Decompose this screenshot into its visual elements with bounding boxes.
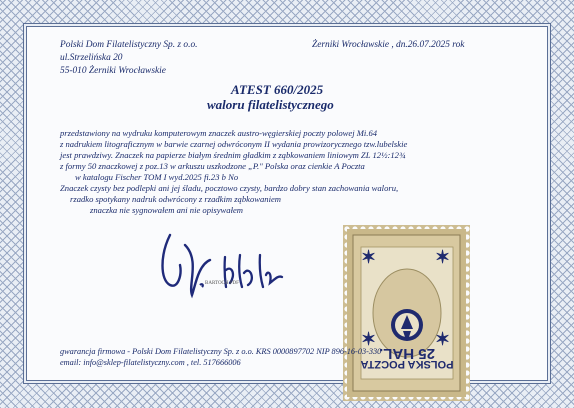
- place-date: Żerniki Wrocławskie , dn.26.07.2025 rok: [312, 40, 465, 50]
- svg-text:✶: ✶: [435, 329, 451, 349]
- body-line-3: jest prawdziwy. Znaczek na papierze białym średnim gładkim z ząbkowaniem liniowym ZL 12½:12¾: [60, 150, 406, 160]
- body-line-8: znaczka nie sygnowałem ani nie opisywałem: [90, 205, 243, 215]
- footer-guarantee: gwarancja firmowa - Polski Dom Filatelistyczny Sp. z o.o. KRS 0000897702 NIP 896-16-03-330: [60, 347, 382, 356]
- svg-text:✶: ✶: [361, 329, 377, 349]
- signature-stamp-text: BARTOCH PDF: [205, 281, 239, 286]
- body-line-2: z nadrukiem litograficznym w barwie czarnej odwróconym II wydania prowizorycznego tzw.lubelskie: [60, 139, 408, 149]
- company-name: Polski Dom Filatelistyczny Sp. z o.o.: [60, 40, 198, 50]
- footer-contact: email: info@sklep-filatelistyczny.com , tel. 517666006: [60, 358, 241, 367]
- body-line-6: Znaczek czysty bez podlepki ani jej śladu, pocztowo czysty, bardzo dobry stan zachowania waloru,: [60, 183, 399, 193]
- company-city: 55-010 Żerniki Wrocławskie: [60, 66, 166, 76]
- certificate-subtitle: waloru filatelistycznego: [207, 97, 334, 112]
- stamp-overprint-text: POLSKA POCZTA: [360, 358, 454, 370]
- company-street: ul.Strzelińska 20: [60, 53, 123, 63]
- postage-stamp-image: [343, 225, 470, 401]
- certificate-title: ATEST 660/2025: [231, 82, 324, 97]
- body-line-7: rzadko spotykany nadruk odwrócony z rzadkim ząbkowaniem: [70, 194, 282, 204]
- body-line-1: przedstawiony na wydruku komputerowym znaczek austro-węgierskiej poczty polowej Mi.64: [60, 128, 378, 138]
- body-line-5: w katalogu Fischer TOM I wyd.2025 fi.23 b No: [75, 172, 239, 182]
- svg-text:✶: ✶: [435, 247, 451, 267]
- body-line-4: z formy 50 znaczkowej z poz.13 w arkuszu uszkodzone „P." Polska oraz cienkie A Poczta: [60, 161, 365, 171]
- stamp-overprint-value: 25 HAL.: [379, 345, 435, 362]
- signature-scribble: [140, 225, 300, 305]
- svg-text:✶: ✶: [361, 247, 377, 267]
